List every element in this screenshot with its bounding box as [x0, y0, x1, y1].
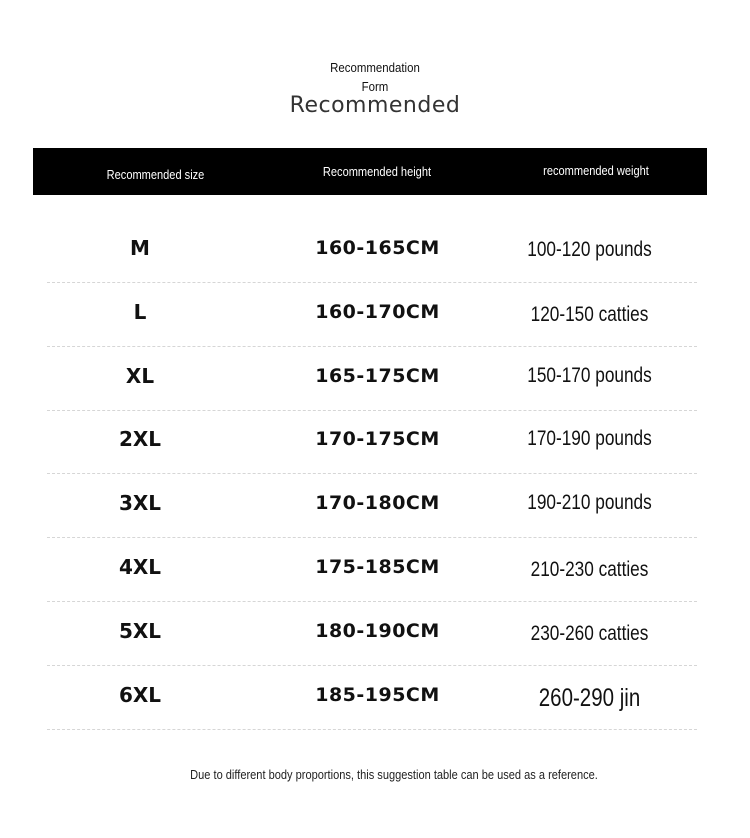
weight-cell: 120-150 catties [530, 303, 649, 326]
height-cell: 185-195CM [315, 684, 440, 706]
table-row [47, 409, 697, 474]
table-row [47, 218, 697, 283]
header-subtitle-line1: Recommendation [330, 60, 420, 75]
table-header [33, 148, 707, 195]
header-subtitle-line2: Form [361, 79, 389, 94]
size-cell: 2XL [118, 427, 162, 451]
weight-cell: 190-210 pounds [527, 491, 652, 514]
table-row [47, 346, 697, 411]
table-row [47, 601, 697, 666]
weight-cell: 150-170 pounds [527, 364, 652, 387]
footnote: Due to different body proportions, this suggestion table can be used as a reference. [190, 767, 598, 782]
size-cell: L [133, 300, 147, 324]
weight-cell: 230-260 catties [530, 622, 649, 645]
size-cell: 6XL [118, 683, 162, 707]
height-cell: 160-165CM [315, 237, 440, 259]
page-title: Recommended [289, 93, 461, 118]
column-header-weight: recommended weight [543, 163, 649, 178]
column-header-size: Recommended size [106, 167, 205, 182]
height-cell: 160-170CM [315, 301, 440, 323]
size-cell: 5XL [118, 619, 162, 643]
table-row [47, 282, 697, 347]
height-cell: 170-180CM [315, 492, 440, 514]
height-cell: 170-175CM [315, 428, 440, 450]
weight-cell: 260-290 jin [538, 684, 641, 712]
weight-cell: 210-230 catties [530, 558, 649, 581]
weight-cell: 100-120 pounds [527, 238, 652, 261]
size-cell: XL [125, 364, 155, 388]
column-header-height: Recommended height [322, 164, 432, 179]
height-cell: 165-175CM [315, 365, 440, 387]
height-cell: 175-185CM [315, 556, 440, 578]
weight-cell: 170-190 pounds [527, 427, 652, 450]
size-cell: 3XL [118, 491, 162, 515]
size-cell: 4XL [118, 555, 162, 579]
height-cell: 180-190CM [315, 620, 440, 642]
table-row [47, 665, 697, 730]
size-cell: M [130, 236, 150, 260]
table-row [47, 537, 697, 602]
table-row [47, 473, 697, 538]
